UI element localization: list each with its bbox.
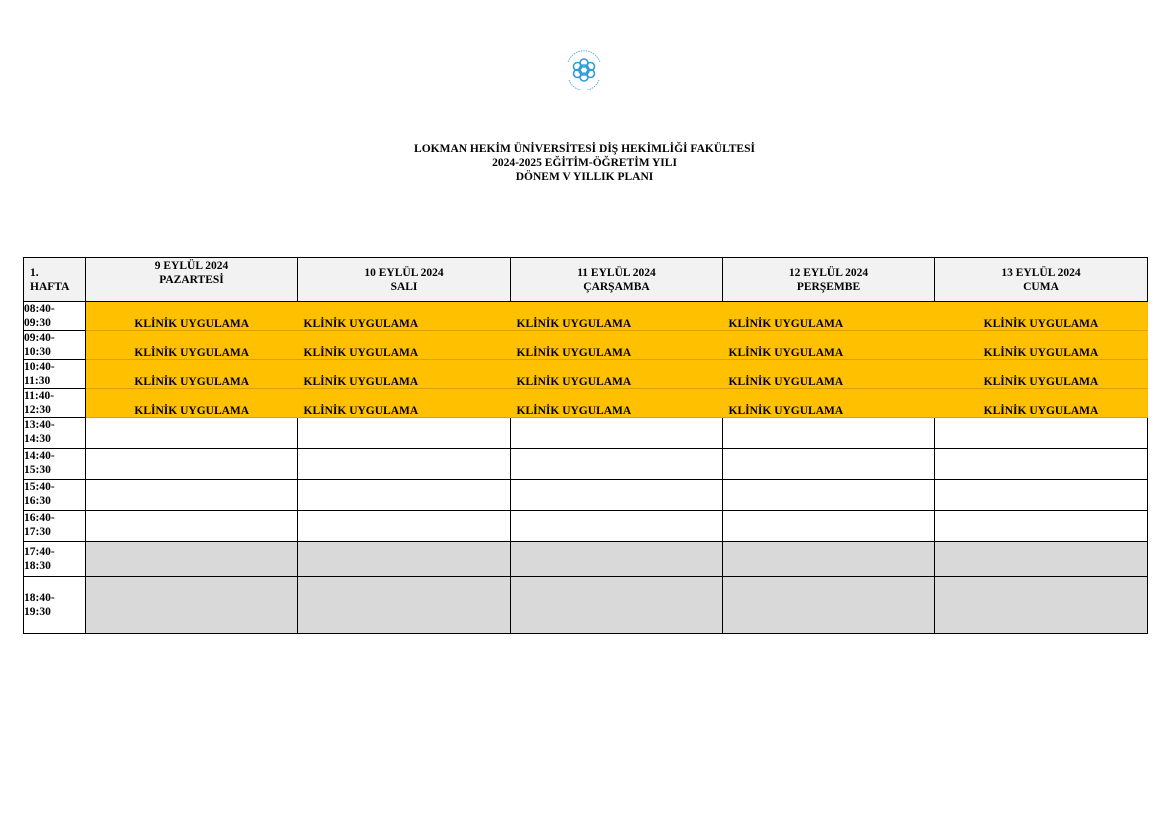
course-cell: KLİNİK UYGULAMA bbox=[723, 389, 935, 418]
day-date: 10 EYLÜL 2024 bbox=[364, 266, 444, 279]
day-date: 13 EYLÜL 2024 bbox=[1001, 266, 1081, 279]
empty-cell bbox=[723, 511, 935, 542]
week-number: 1. bbox=[30, 266, 39, 279]
time-slot-row bbox=[24, 360, 1148, 389]
time-slot-row bbox=[24, 480, 1148, 511]
day-date: 12 EYLÜL 2024 bbox=[788, 266, 869, 279]
course-cell: KLİNİK UYGULAMA bbox=[935, 331, 1148, 360]
time-slot-row bbox=[24, 389, 1148, 418]
schedule-table bbox=[23, 257, 1148, 634]
course-cell: KLİNİK UYGULAMA bbox=[298, 360, 511, 389]
course-cell: KLİNİK UYGULAMA bbox=[511, 389, 723, 418]
course-cell: KLİNİK UYGULAMA bbox=[511, 331, 723, 360]
empty-cell bbox=[723, 542, 935, 577]
course-cell: KLİNİK UYGULAMA bbox=[86, 331, 298, 360]
empty-cell bbox=[723, 480, 935, 511]
course-cell: KLİNİK UYGULAMA bbox=[511, 360, 723, 389]
day-header-thursday bbox=[723, 258, 935, 302]
empty-cell bbox=[298, 577, 511, 634]
time-cell: 18:40- 19:30 bbox=[24, 577, 86, 634]
day-date: 9 EYLÜL 2024 bbox=[154, 260, 229, 272]
week-header bbox=[24, 258, 86, 302]
empty-cell bbox=[298, 511, 511, 542]
course-cell: KLİNİK UYGULAMA bbox=[723, 360, 935, 389]
empty-cell bbox=[723, 418, 935, 449]
course-cell: KLİNİK UYGULAMA bbox=[723, 302, 935, 331]
time-cell: 15:40- 16:30 bbox=[24, 480, 86, 511]
empty-cell bbox=[935, 418, 1148, 449]
empty-cell bbox=[86, 542, 298, 577]
empty-cell bbox=[511, 449, 723, 480]
time-cell: 17:40- 18:30 bbox=[24, 542, 86, 577]
day-header-monday bbox=[86, 258, 298, 302]
time-cell: 13:40- 14:30 bbox=[24, 418, 86, 449]
faculty-title: LOKMAN HEKİM ÜNİVERSİTESİ DİŞ HEKİMLİĞİ FAKÜLTESİ bbox=[414, 143, 755, 155]
day-name: PAZARTESİ bbox=[159, 274, 224, 286]
empty-cell bbox=[86, 449, 298, 480]
day-header-tuesday bbox=[298, 258, 511, 302]
day-name: ÇARŞAMBA bbox=[583, 280, 650, 293]
document-titles bbox=[0, 142, 1169, 184]
course-cell: KLİNİK UYGULAMA bbox=[86, 360, 298, 389]
day-date: 11 EYLÜL 2024 bbox=[577, 266, 656, 279]
empty-cell bbox=[86, 480, 298, 511]
empty-cell bbox=[86, 418, 298, 449]
time-cell: 14:40- 15:30 bbox=[24, 449, 86, 480]
day-header-wednesday bbox=[511, 258, 723, 302]
empty-cell bbox=[298, 542, 511, 577]
empty-cell bbox=[511, 480, 723, 511]
empty-cell bbox=[511, 542, 723, 577]
time-cell: 08:40- 09:30 bbox=[24, 302, 86, 331]
empty-cell bbox=[935, 542, 1148, 577]
empty-cell bbox=[511, 511, 723, 542]
course-cell: KLİNİK UYGULAMA bbox=[86, 302, 298, 331]
empty-cell bbox=[723, 577, 935, 634]
empty-cell bbox=[86, 577, 298, 634]
time-slot-row bbox=[24, 511, 1148, 542]
empty-cell bbox=[511, 418, 723, 449]
course-cell: KLİNİK UYGULAMA bbox=[298, 331, 511, 360]
day-name: PERŞEMBE bbox=[796, 280, 861, 293]
time-cell: 10:40- 11:30 bbox=[24, 360, 86, 389]
course-cell: KLİNİK UYGULAMA bbox=[723, 331, 935, 360]
day-name: CUMA bbox=[1023, 280, 1059, 293]
empty-cell bbox=[298, 418, 511, 449]
empty-cell bbox=[298, 480, 511, 511]
time-slot-row bbox=[24, 331, 1148, 360]
empty-cell bbox=[935, 511, 1148, 542]
week-label: HAFTA bbox=[30, 280, 70, 293]
empty-cell bbox=[298, 449, 511, 480]
header-row bbox=[24, 258, 1148, 302]
empty-cell bbox=[723, 449, 935, 480]
university-logo-icon bbox=[562, 50, 606, 90]
day-header-friday bbox=[935, 258, 1148, 302]
empty-cell bbox=[935, 449, 1148, 480]
time-slot-row bbox=[24, 418, 1148, 449]
time-cell: 09:40- 10:30 bbox=[24, 331, 86, 360]
time-slot-row bbox=[24, 302, 1148, 331]
time-slot-row bbox=[24, 449, 1148, 480]
empty-cell bbox=[935, 577, 1148, 634]
time-slot-row bbox=[24, 577, 1148, 634]
plan-title: DÖNEM V YILLIK PLANI bbox=[515, 171, 654, 183]
course-cell: KLİNİK UYGULAMA bbox=[86, 389, 298, 418]
empty-cell bbox=[86, 511, 298, 542]
course-cell: KLİNİK UYGULAMA bbox=[935, 302, 1148, 331]
course-cell: KLİNİK UYGULAMA bbox=[935, 389, 1148, 418]
academic-year: 2024-2025 EĞİTİM-ÖĞRETİM YILI bbox=[492, 157, 677, 169]
empty-cell bbox=[935, 480, 1148, 511]
course-cell: KLİNİK UYGULAMA bbox=[298, 302, 511, 331]
time-cell: 11:40- 12:30 bbox=[24, 389, 86, 418]
empty-cell bbox=[511, 577, 723, 634]
course-cell: KLİNİK UYGULAMA bbox=[511, 302, 723, 331]
course-cell: KLİNİK UYGULAMA bbox=[298, 389, 511, 418]
day-name: SALI bbox=[390, 280, 418, 293]
course-cell: KLİNİK UYGULAMA bbox=[935, 360, 1148, 389]
time-cell: 16:40- 17:30 bbox=[24, 511, 86, 542]
time-slot-row bbox=[24, 542, 1148, 577]
